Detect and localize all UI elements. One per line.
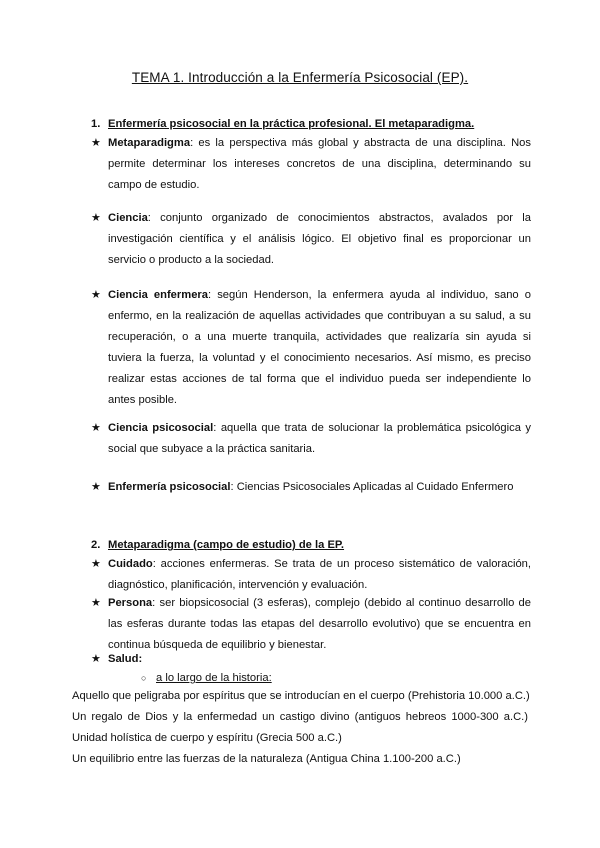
history-line: Aquello que peligraba por espíritus que se introducían en el cuerpo (Prehistoria 10.000 a.C.)	[72, 690, 530, 702]
section-2-heading	[91, 539, 344, 551]
definition-text: : es la perspectiva más global y abstracta de una disciplina. Nos permite determinar los intereses concretos de una disciplina, determinando su campo de estudio.	[108, 137, 531, 191]
history-list	[72, 686, 528, 770]
star-bullet-icon: ★	[91, 422, 101, 434]
star-bullet-icon: ★	[91, 289, 101, 301]
history-line: Unidad holística de cuerpo y espíritu (Grecia 500 a.C.)	[72, 732, 342, 744]
definition-term: Salud:	[108, 653, 143, 665]
definition-item	[91, 649, 531, 670]
definition-term: Metaparadigma	[108, 137, 191, 149]
definition-item	[91, 133, 531, 196]
definition-text: : según Henderson, la enfermera ayuda al individuo, sano o enfermo, en la realización de aquellas actividades que contribuyan a su salud, a su recuperación, o a una muerte tranquila, actividades que realizaría sin ayuda si tuviera la fuerza, la voluntad y el conocimiento necesarios. Así mismo, es preciso realizar estas acciones de tal forma que el individuo pueda ser independiente lo antes posible.	[108, 289, 531, 406]
definition-text: : Ciencias Psicosociales Aplicadas al Cuidado Enfermero	[230, 481, 514, 493]
definition-item	[91, 285, 531, 411]
star-bullet-icon: ★	[91, 653, 101, 665]
definition-term: Ciencia enfermera	[108, 289, 208, 301]
definition-item	[91, 593, 531, 656]
star-bullet-icon: ★	[91, 597, 101, 609]
history-line: Un regalo de Dios y la enfermedad un castigo divino (antiguos hebreos 1000-300 a.C.)	[72, 711, 528, 723]
section-1-number: 1.	[91, 118, 101, 130]
definition-text: : ser biopsicosocial (3 esferas), complejo (debido al continuo desarrollo de las esferas durante todas las etapas del desarrollo evolutivo) que se encuentra en continua búsqueda de equilibrio y bienestar.	[108, 597, 531, 651]
section-1-title: Enfermería psicosocial en la práctica profesional. El metaparadigma.	[108, 118, 475, 130]
definition-term: Cuidado	[108, 558, 153, 570]
definition-text: : acciones enfermeras. Se trata de un proceso sistemático de valoración, diagnóstico, planificación, intervención y evaluación.	[108, 558, 531, 591]
section-2-number: 2.	[91, 539, 101, 551]
definition-term: Ciencia	[108, 212, 148, 224]
definition-term: Ciencia psicosocial	[108, 422, 214, 434]
history-line: Un equilibrio entre las fuerzas de la naturaleza (Antigua China 1.100-200 a.C.)	[72, 753, 461, 765]
document-title: TEMA 1. Introducción a la Enfermería Psicosocial (EP).	[131, 70, 469, 85]
definition-term: Enfermería psicosocial	[108, 481, 231, 493]
definition-item	[91, 418, 531, 460]
definition-text: : aquella que trata de solucionar la problemática psicológica y social que subyace a la práctica sanitaria.	[108, 422, 532, 455]
definition-term: Persona	[108, 597, 153, 609]
star-bullet-icon: ★	[91, 481, 101, 493]
star-bullet-icon: ★	[91, 558, 101, 570]
circle-bullet-icon: ○	[141, 673, 147, 683]
definition-item	[91, 208, 531, 271]
section-2-title: Metaparadigma (campo de estudio) de la EP.	[108, 539, 345, 551]
definition-item	[91, 477, 531, 498]
definition-text: : conjunto organizado de conocimientos abstractos, avalados por la investigación científica y el análisis lógico. El objetivo final es proporcionar un servicio o producto a la sociedad.	[108, 212, 531, 266]
sub-list-heading: a lo largo de la historia:	[156, 672, 272, 684]
section-1-heading	[91, 118, 474, 130]
star-bullet-icon: ★	[91, 137, 101, 149]
definition-item	[91, 554, 531, 596]
star-bullet-icon: ★	[91, 212, 101, 224]
